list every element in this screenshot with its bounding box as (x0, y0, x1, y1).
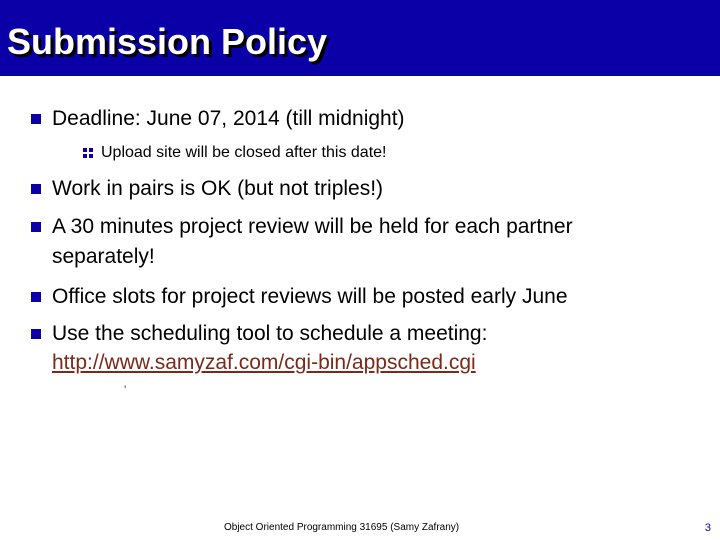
bullet-pairs: Work in pairs is OK (but not triples!) (52, 177, 384, 200)
scheduling-link-wrapper (52, 349, 476, 376)
stray-mark: ' (124, 383, 127, 397)
title-bar (0, 0, 720, 76)
bullet-deadline: Deadline: June 07, 2014 (till midnight) (52, 107, 405, 130)
page-number: 3 (704, 522, 711, 534)
sub-bullet-upload: Upload site will be closed after this date! (101, 144, 387, 161)
bullet-square-icon (31, 292, 41, 302)
footer-text: Object Oriented Programming 31695 (Samy Zafrany) (224, 522, 460, 533)
slide-title: Submission Policy (7, 21, 328, 62)
bullet-square-icon (31, 222, 41, 232)
bullet-office-slots: Office slots for project reviews will be posted early June (52, 285, 568, 308)
sub-bullet-icon (83, 148, 93, 158)
scheduling-link[interactable]: http://www.samyzaf.com/cgi-bin/appsched.cgi (52, 351, 476, 374)
bullet-square-icon (31, 329, 41, 339)
bullet-review-line1: A 30 minutes project review will be held for each partner (52, 215, 573, 238)
bullet-review-line2: separately! (52, 245, 155, 268)
bullet-square-icon (31, 114, 41, 124)
bullet-scheduling-line1: Use the scheduling tool to schedule a meeting: (52, 322, 488, 345)
bullet-square-icon (31, 184, 41, 194)
